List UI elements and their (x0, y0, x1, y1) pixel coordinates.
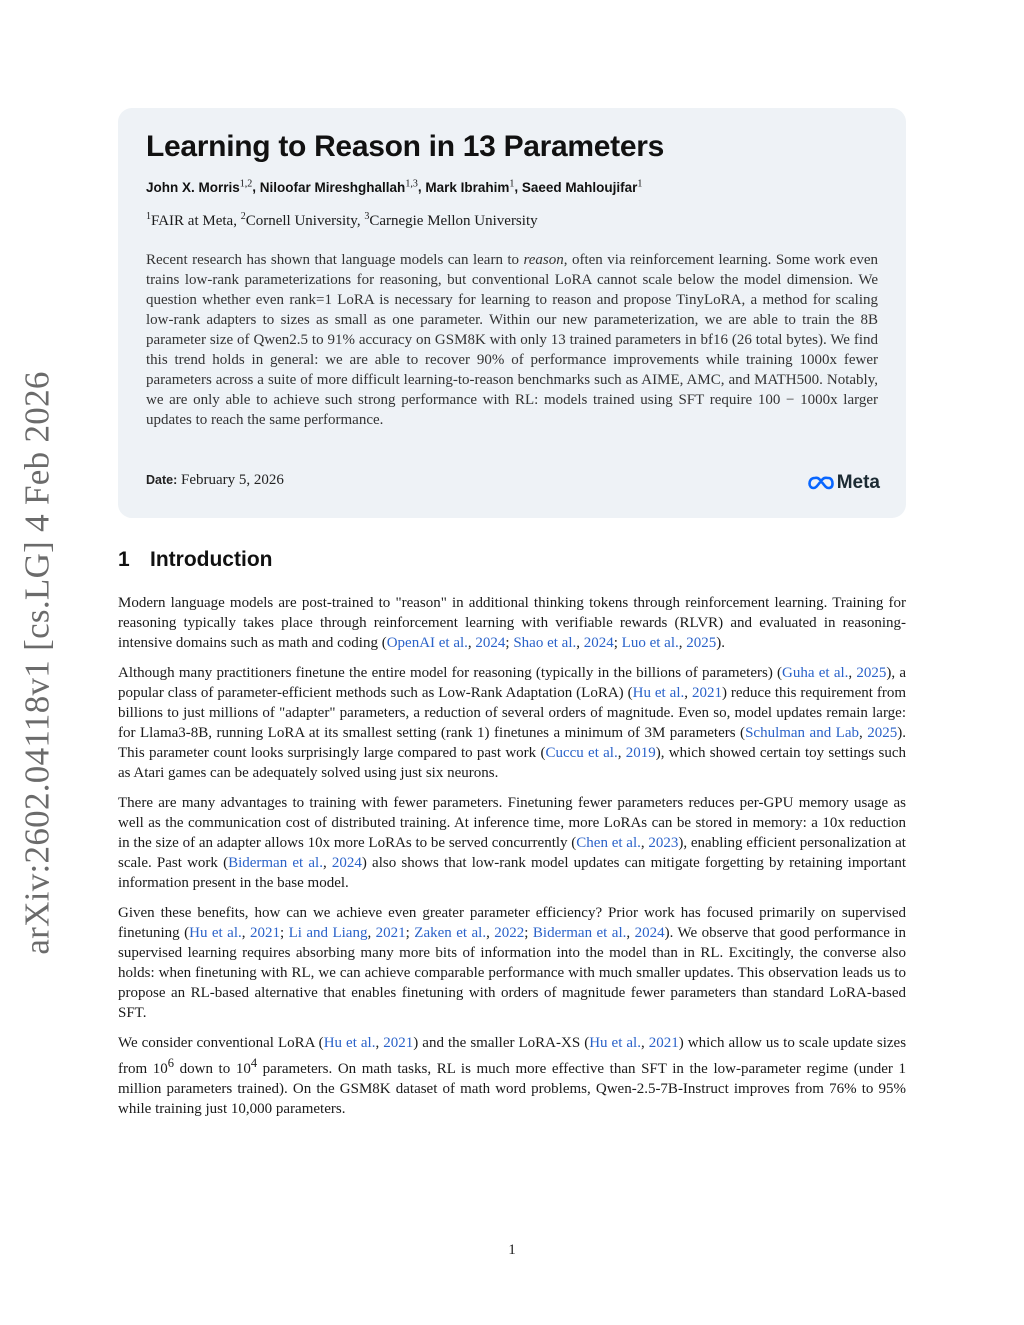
text-run: Modern language models are post-trained to "reason" in additional thinking tokens through reinforcement learning. Training for reasoning typically takes place through reinforcement learning with verifiable rewards (RLVR) and evaluated in reasoning-intensive domains such as math and coding ( (118, 595, 906, 651)
text-run: ). This parameter count looks surprisingly large compared to past work ( (118, 725, 907, 761)
text-run: ; (613, 635, 622, 651)
text-run: , (640, 1035, 649, 1051)
citation-link[interactable]: 2024 (331, 855, 362, 871)
text-run: ; (505, 635, 514, 651)
citation-link[interactable]: Schulman and Lab (745, 725, 860, 741)
author: Mark Ibrahim$^1$ (425, 178, 515, 195)
author-list: John X. Morris$^{1,2}$, Niloofar Mireshghallah$^{1,3}$, Mark Ibrahim$^1$, Saeed Mahloujifar$^1$ (146, 178, 643, 195)
text-run: ) reduce this requirement from billions to just millions of "adapter" parameters, a reduction of several orders of magnitude. Even so, model updates remain large: for Llama3-8B, running LoRA at its smallest setting (rank 1) finetunes a minimum of 3M parameters ( (118, 685, 907, 741)
text-run: , (640, 835, 649, 851)
citation-link[interactable]: 2019 (625, 745, 656, 761)
text-run: , (375, 1035, 384, 1051)
citation-link[interactable]: 2021 (249, 925, 280, 941)
text-run: , (678, 635, 687, 651)
citation-link[interactable]: Hu et al. (189, 925, 242, 941)
author: Saeed Mahloujifar$^1$ (521, 178, 643, 195)
citation-link[interactable]: 2024 (583, 635, 614, 651)
text-run: Although many practitioners finetune the entire model for reasoning (typically in the billions of parameters) ( (118, 665, 783, 681)
citation-link[interactable]: Chen et al. (576, 835, 641, 851)
text-run: , (848, 665, 857, 681)
citation-link[interactable]: 2021 (648, 1035, 679, 1051)
affiliations: $^1$FAIR at Meta, $^2$Cornell University, $^3$Carnegie Mellon University (146, 210, 538, 229)
paragraph (118, 903, 906, 1023)
citation-link[interactable]: Hu et al. (323, 1035, 376, 1051)
text-run: ), a popular class of parameter-efficient methods such as Low-Rank Adaptation (LoRA) ( (118, 665, 907, 701)
text-run: , (576, 635, 584, 651)
citation-link[interactable]: 2021 (691, 685, 722, 701)
citation-link[interactable]: 2025 (686, 635, 717, 651)
superscript: 4 (250, 1056, 258, 1070)
text-run: ). We observe that good performance in supervised learning requires absorbing many more bits of information into the model than in RL. Excitingly, the converse also holds: when finetuning with RL, we can achieve comparable performance with much smaller updates. This observation leads us to propose an RL-based alternative that enables finetuning with orders of magnitude fewer parameters than standard LoRA-based SFT. (118, 925, 906, 1021)
text-run: ; (279, 925, 289, 941)
meta-logo-text: Meta (836, 472, 880, 493)
text-run: , (617, 745, 626, 761)
text-run: ) also shows that low-rank model updates can mitigate forgetting by retaining important information present in the base model. (118, 855, 906, 891)
paper-header (118, 108, 906, 518)
citation-link[interactable]: 2022 (494, 925, 525, 941)
paragraph (118, 663, 906, 783)
citation-link[interactable]: Biderman et al. (532, 925, 627, 941)
section-number: 1 (118, 548, 130, 571)
text-run: , (322, 855, 332, 871)
date-label: Date: (146, 473, 178, 487)
text-run: down to 10 (174, 1061, 251, 1077)
paragraph (118, 593, 906, 653)
text-run: We consider conventional LoRA ( (118, 1035, 324, 1051)
citation-link[interactable]: Biderman et al. (228, 855, 323, 871)
date-value: February 5, 2026 (181, 472, 284, 488)
citation-link[interactable]: Shao et al. (513, 635, 577, 651)
citation-link[interactable]: 2021 (375, 925, 406, 941)
text-run: Given these benefits, how can we achieve even greater parameter efficiency? Prior work has focused primarily on supervised finetuning ( (118, 905, 906, 941)
text-run: ), which showed certain toy settings such as Atari games can be adequately solved using just six neurons. (118, 745, 907, 781)
text-run: ; (524, 925, 533, 941)
author: John X. Morris$^{1,2}$ (146, 178, 253, 195)
text-run: ) and the smaller LoRA-XS ( (413, 1035, 590, 1051)
citation-link[interactable]: Luo et al. (621, 635, 679, 651)
citation-link[interactable]: 2025 (856, 665, 887, 681)
citation-link[interactable]: 2024 (475, 635, 506, 651)
citation-link[interactable]: Cuccu et al. (545, 745, 618, 761)
text-run: , (486, 925, 495, 941)
text-run: , (684, 685, 692, 701)
superscript: 6 (167, 1056, 175, 1070)
text-run: , (367, 925, 376, 941)
citation-link[interactable]: Hu et al. (632, 685, 685, 701)
citation-link[interactable]: 2025 (867, 725, 898, 741)
citation-link[interactable]: 2021 (383, 1035, 414, 1051)
text-run: ), enabling efficient personalization at scale. Past work ( (118, 835, 906, 871)
citation-link[interactable]: Li and Liang (288, 925, 368, 941)
text-run: There are many advantages to training with fewer parameters. Finetuning fewer parameters reduces per-GPU memory usage as well as the communication cost of distributed training. At inference time, more LoRAs can be stored in memory: a 10x reduction in the size of an adapter allows 10x more LoRAs to be served concurrently ( (118, 795, 906, 851)
author: Niloofar Mireshghallah$^{1,3}$ (259, 178, 418, 195)
citation-link[interactable]: 2023 (648, 835, 679, 851)
citation-link[interactable]: OpenAI et al. (386, 635, 468, 651)
paragraph (118, 1033, 906, 1119)
text-run: parameters. On math tasks, RL is much more effective than SFT in the low-parameter regime (under 1 million parameters trained). On the GSM8K dataset of math word problems, Qwen-2.5-7B-Instruct improves from 76% to 95% while training just 10,000 parameters. (118, 1061, 906, 1117)
text-run: ) which allow us to scale update sizes from 10 (118, 1035, 907, 1077)
section-title: Introduction (150, 548, 273, 571)
date-row (146, 472, 284, 489)
text-run: , (467, 635, 476, 651)
arxiv-id-text: arXiv:2602.04118v1 [cs.LG] 4 Feb 2026 (18, 371, 57, 955)
abstract: Recent research has shown that language models can learn to reason, often via reinforcement learning. Some work even trains low-rank parameterizations for reasoning, but conventional LoRA cannot scale below the model dimension. We question whether even rank=1 LoRA is necessary for learning to reason and propose TinyLoRA, a method for scaling low-rank adapters to sizes as small as one parameter. Within our new parameterization, we are able to train the 8B parameter size of Qwen2.5 to 91% accuracy on GSM8K with only 13 trained parameters in bf16 (26 total bytes). We find this trend holds in general: we are able to recover 90% of performance improvements while training 1000x fewer parameters across a suite of more difficult learning-to-reason benchmarks such as AIME, AMC, and MATH500. Notably, we are only able to achieve such strong performance with RL: models trained using SFT require 100 − 1000x larger updates to reach the same performance. (146, 251, 878, 428)
text-run: , (859, 725, 868, 741)
citation-link[interactable]: Zaken et al. (414, 925, 487, 941)
paragraph (118, 793, 906, 893)
text-run: ). (716, 635, 725, 651)
meta-infinity-icon (808, 476, 834, 490)
arxiv-stamp (12, 371, 64, 955)
text-run: , (241, 925, 250, 941)
meta-logo (808, 472, 880, 494)
text-run: , (626, 925, 635, 941)
citation-link[interactable]: 2024 (634, 925, 665, 941)
citation-link[interactable]: Guha et al. (782, 665, 849, 681)
paper-title: Learning to Reason in 13 Parameters (146, 130, 665, 163)
section-heading (118, 548, 272, 572)
body-text (118, 593, 906, 1129)
page-number: 1 (508, 1242, 516, 1258)
text-run: ; (405, 925, 415, 941)
citation-link[interactable]: Hu et al. (589, 1035, 641, 1051)
